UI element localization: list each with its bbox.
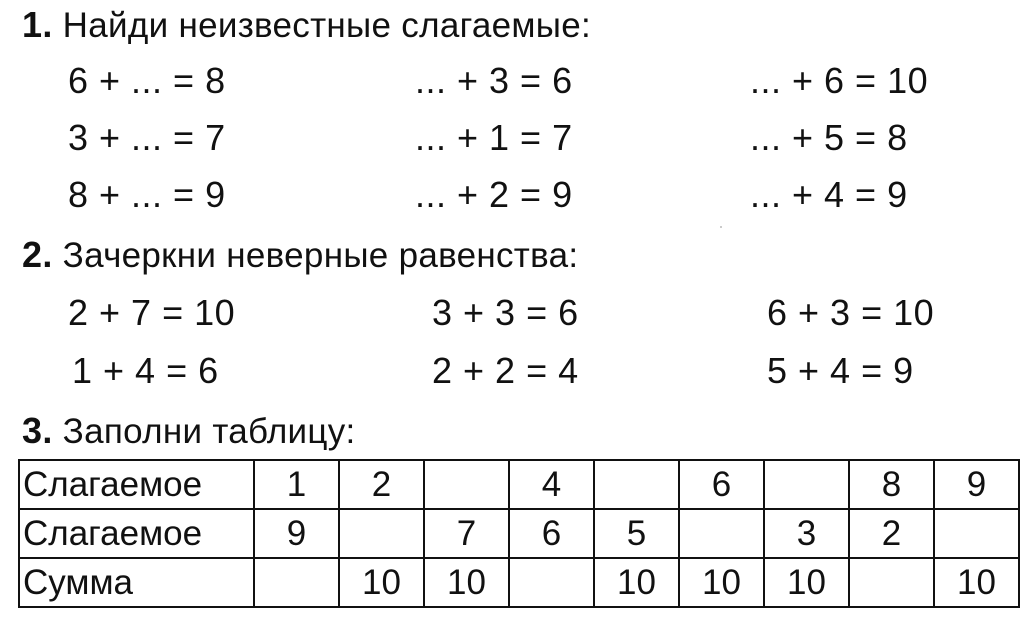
task-2-equation: 6 + 3 = 10 (767, 292, 935, 333)
table-cell[interactable] (849, 558, 934, 607)
task-2-heading (22, 234, 578, 276)
task-2-equation: 5 + 4 = 9 (767, 350, 914, 391)
table-cell[interactable]: 10 (594, 558, 679, 607)
table-cell[interactable]: 10 (424, 558, 509, 607)
table-cell[interactable]: 4 (509, 460, 594, 509)
table-cell[interactable] (764, 460, 849, 509)
table-cell[interactable] (594, 460, 679, 509)
task-3-title: Заполни таблицу: (62, 412, 356, 451)
task-2-equation: 1 + 4 = 6 (72, 350, 219, 391)
task-2-equation: 2 + 2 = 4 (432, 350, 579, 391)
table-cell[interactable]: 1 (254, 460, 339, 509)
task-2-title: Зачеркни неверные равенства: (62, 236, 579, 275)
task-2-equation: 2 + 7 = 10 (68, 292, 236, 333)
task-3-number: 3. (22, 410, 53, 451)
task-1-equation: 6 + ... = 8 (68, 60, 226, 101)
table-cell[interactable]: 7 (424, 509, 509, 558)
task-3-heading (22, 410, 356, 452)
table-cell[interactable]: 3 (764, 509, 849, 558)
table-cell[interactable]: 2 (339, 460, 424, 509)
table-cell[interactable]: 6 (509, 509, 594, 558)
row-label: Слагаемое (19, 460, 254, 509)
table-cell[interactable]: 6 (679, 460, 764, 509)
table-row-addend-2 (19, 509, 1019, 558)
task-1-equation: ... + 1 = 7 (415, 117, 573, 158)
table-cell[interactable]: 10 (679, 558, 764, 607)
task-1-heading (22, 4, 591, 46)
table-cell[interactable] (509, 558, 594, 607)
table-cell[interactable]: 10 (339, 558, 424, 607)
table-cell[interactable]: 5 (594, 509, 679, 558)
task-2-equation: 3 + 3 = 6 (432, 292, 579, 333)
task-1-equation: ... + 2 = 9 (415, 174, 573, 215)
stray-dot (720, 226, 722, 228)
table-cell[interactable] (679, 509, 764, 558)
task-1-equation: 8 + ... = 9 (68, 174, 226, 215)
row-label: Сумма (19, 558, 254, 607)
table-cell[interactable] (934, 509, 1019, 558)
task-1-title: Найди неизвестные слагаемые: (62, 6, 592, 45)
table-cell[interactable] (339, 509, 424, 558)
task-1-number: 1. (22, 4, 53, 45)
task-1-equation: 3 + ... = 7 (68, 117, 226, 158)
task-1-equation: ... + 6 = 10 (750, 60, 929, 101)
table-cell[interactable] (254, 558, 339, 607)
table-cell[interactable] (424, 460, 509, 509)
task-2-number: 2. (22, 234, 53, 275)
table-cell[interactable]: 2 (849, 509, 934, 558)
task-1-equation: ... + 5 = 8 (750, 117, 908, 158)
table-cell[interactable]: 10 (764, 558, 849, 607)
task-1-equation: ... + 4 = 9 (750, 174, 908, 215)
table-cell[interactable]: 9 (254, 509, 339, 558)
table-row-sum (19, 558, 1019, 607)
row-label: Слагаемое (19, 509, 254, 558)
table-cell[interactable]: 9 (934, 460, 1019, 509)
task-1-equation: ... + 3 = 6 (415, 60, 573, 101)
table-row-addend-1 (19, 460, 1019, 509)
table-cell[interactable]: 8 (849, 460, 934, 509)
sum-table (18, 459, 1020, 608)
table-cell[interactable]: 10 (934, 558, 1019, 607)
